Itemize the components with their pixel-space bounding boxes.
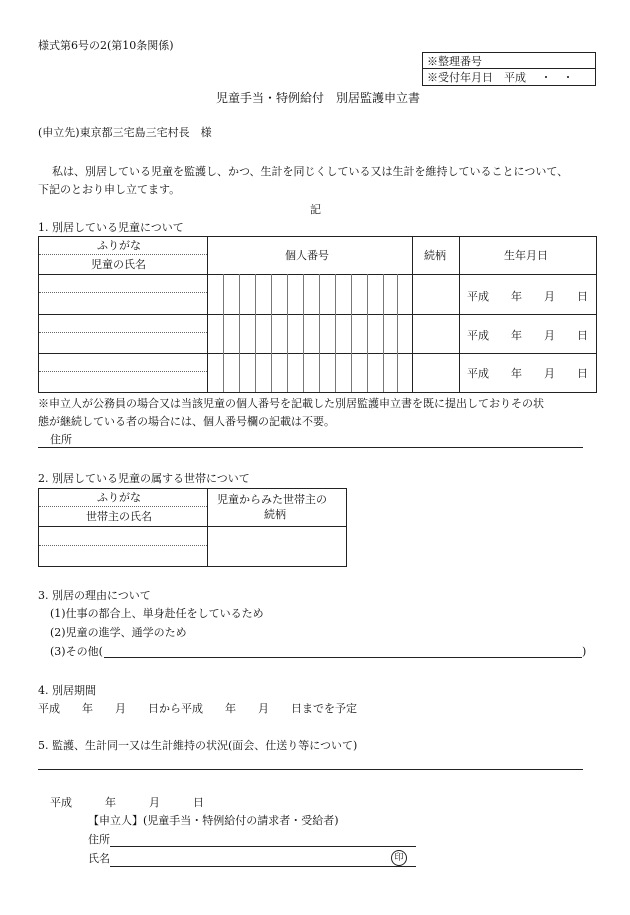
section2-heading: 2. 別居している児童の属する世帯について [38,472,250,485]
declaration-line-2: 下記のとおり申し立てます。 [38,183,181,196]
form-number: 様式第6号の2(第10条関係) [38,39,174,52]
applicant-address-line[interactable] [110,846,416,847]
addressee: (申立先)東京都三宅島三宅村長 様 [38,126,212,139]
individual-number-header: 個人番号 [285,249,329,262]
householder-relation-header-2: 続柄 [264,508,286,521]
children-table [38,236,597,393]
applicant-name-label: 氏名 [88,852,110,865]
section1-heading: 1. 別居している児童について [38,221,184,234]
note-line-2: 態が継続している者の場合には、個人番号欄の記載は不要。 [38,415,335,428]
household-table [38,488,347,567]
birth-date-row-3: 平成 年 月 日 [467,367,588,380]
section5-heading: 5. 監護、生計同一又は生計維持の状況(面会、仕送り等について) [38,739,358,752]
relation-header: 続柄 [424,249,446,262]
office-use-box [422,52,596,86]
reason-1[interactable]: (1)仕事の都合上、単身赴任をしているため [50,607,264,620]
declaration-line-1: 私は、別居している児童を監護し、かつ、生計を同じくしている又は生計を維持していることについて、 [52,165,569,178]
section1-address-line[interactable] [38,447,583,448]
office-received-date-label: ※受付年月日 平成 ・ ・ [427,71,574,84]
reason-2[interactable]: (2)児童の進学、通学のため [50,626,187,639]
household-furigana-header: ふりがな [97,491,141,504]
birth-date-header: 生年月日 [504,249,548,262]
seal-icon [391,850,407,866]
seal-label: 印 [394,853,404,863]
birth-date-row-2: 平成 年 月 日 [467,329,588,342]
birth-date-row-1: 平成 年 月 日 [467,290,588,303]
applicant-address-label: 住所 [88,833,110,846]
reason-3-line[interactable] [104,657,582,658]
applicant-label: 【申立人】(児童手当・特例給付の請求者・受給者) [88,814,339,827]
applicant-name-line[interactable] [110,866,416,867]
section5-line[interactable] [38,769,583,770]
note-line-1: ※申立人が公務員の場合又は当該児童の個人番号を記載した別居監護申立書を既に提出しておりその状 [38,397,544,410]
separation-period: 平成 年 月 日から平成 年 月 日までを予定 [38,702,357,715]
section3-heading: 3. 別居の理由について [38,589,151,602]
section1-address-label: 住所 [50,433,72,446]
page-title: 児童手当・特例給付 別居監護申立書 [216,91,421,105]
furigana-header: ふりがな [97,239,141,252]
reason-3[interactable]: (3)その他( [50,645,103,658]
footer-date: 平成 年 月 日 [50,796,204,809]
reason-3-close: ) [582,645,587,658]
householder-name-header: 世帯主の氏名 [86,510,152,523]
householder-relation-header-1: 児童からみた世帯主の [217,493,327,506]
section4-heading: 4. 別居期間 [38,684,96,697]
child-name-header: 児童の氏名 [91,258,146,271]
office-reference-number-label: ※整理番号 [427,55,482,68]
ki-label: 記 [310,203,321,216]
